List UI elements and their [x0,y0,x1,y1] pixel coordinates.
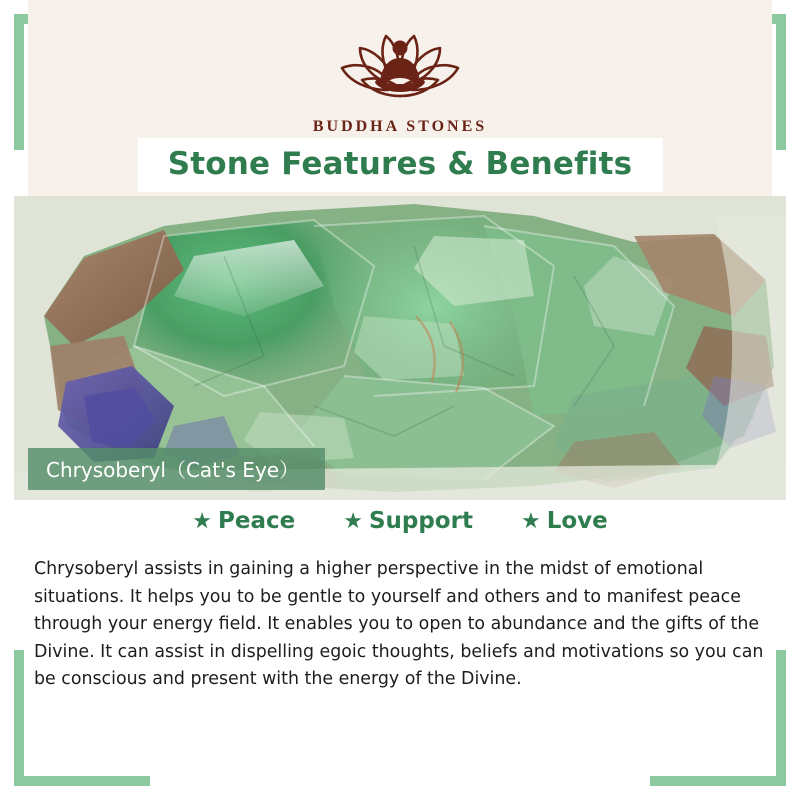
stone-description: Chrysoberyl assists in gaining a higher perspective in the midst of emotional situations. It helps you to be gentle to yourself and others and to manifest peace through your energy field. It enables you to open to abundance and the gifts of the Divine. It can assist in dispelling egoic thoughts, beliefs and motivations so you can be conscious and present with the energy of the Divine. [34,559,764,689]
header-band [28,0,772,196]
lotus-meditation-icon [310,18,490,114]
page-title: Stone Features & Benefits [167,146,633,182]
stone-caption [28,448,325,490]
star-icon: ★ [192,508,212,533]
page-title-plate [138,138,663,192]
keyword-label: Support [368,508,473,534]
stone-caption-label: Chrysoberyl（Cat's Eye） [46,458,300,482]
stone-photo [14,196,786,500]
keyword-peace [192,508,295,534]
star-icon: ★ [520,508,541,533]
keyword-label: Peace [217,508,296,534]
star-icon: ★ [343,508,363,533]
keyword-support [343,508,473,534]
keyword-love [521,508,608,534]
keyword-label: Love [546,508,608,534]
brand-name: BUDDHA STONES [312,118,488,135]
keyword-row [0,508,800,534]
brand-logo [28,18,772,136]
